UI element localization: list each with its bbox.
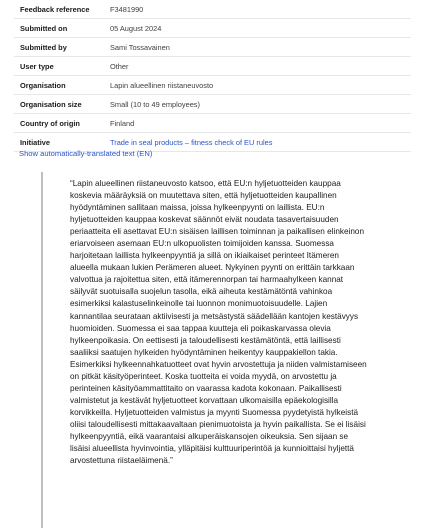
organisation-size-value: Small (10 to 49 employees) — [110, 95, 411, 114]
organisation-label: Organisation — [14, 76, 110, 95]
details-row-reference — [14, 0, 411, 19]
show-translated-text-link[interactable]: Show automatically-translated text (EN) — [19, 149, 153, 158]
details-row-country — [14, 114, 411, 133]
initiative-value — [110, 133, 411, 152]
submitted-on-value: 05 August 2024 — [110, 19, 411, 38]
country-value: Finland — [110, 114, 411, 133]
submitted-by-value: Sami Tossavainen — [110, 38, 411, 57]
user-type-label: User type — [14, 57, 110, 76]
submitted-on-label: Submitted on — [14, 19, 110, 38]
organisation-value: Lapin alueellinen riistaneuvosto — [110, 76, 411, 95]
details-row-user-type — [14, 57, 411, 76]
initiative-link[interactable]: Trade in seal products – fitness check of EU rules — [110, 137, 273, 147]
reference-value: F3481990 — [110, 0, 411, 19]
feedback-text: “Lapin alueellinen riistaneuvosto katsoo, että EU:n hyljetuotteiden kauppaa koskevia määräyksiä on muutettava siten, että hyljetuotteiden kaupallinen hyödyntäminen sallitaan maissa, joissa hylkeenpyynti on laillista. EU:n hyljetuotteiden kauppaa koskevat säännöt eivät noudata tasavertaisuuden periaatteita eli asettavat EU:n sisäisen laillisen toiminnan ja paikallisen elinkeinon eriarvoiseen asemaan EU:n ulkopuolisten toimijoiden kanssa. Suomessa harjoitetaan laillista hylkeenpyyntiä ja sillä on ikiaikaiset perinteet Itämeren alueella mukaan lukien Perämeren alueet. Nykyinen pyynti on erittäin tarkkaan valvottua ja rajoitettua siten, että itämerennorpan tai harmaahylkeen kannat säilyvät suotuisalla suojelun tasolla, eikä aiheuta kestämätöntä vahinkoa esimerkiksi kalastuselinkeinolle tai luonnon monimuotoisuudelle. Lajien kannantilaa seurataan aktiivisesti ja metsästystä säädellään kantojen kestävyys huomioiden. Suomessa ei saa tappaa kuutteja eli poikaskarvassa olevia hylkeenpoikasia. On eettisesti ja taloudellisesti kestämätöntä, että laillisesti saaliiksi saatujen hylkeiden hyödyntäminen heikentyy kauppakiellon takia. Esimerkiksi hylkeennahkatuotteet ovat hyvin arvostettuja ja niiden valmistamiseen on pitkät käsityöperinteet. Koska tuotteita ei voida myydä, on arvostettu ja perinteinen käsityöammattitaito on vaarassa kadota kokonaan. Paikallisesti valmistetut ja kestävät hyljetuotteet korvattaan ulkomaisilla epäekologisilla korvikkeilla. Hyljetuotteiden valmistus ja myynti Suomessa pyydetyistä hylkeistä oliisi taloudellisesti mittakaavaltaan pienimuotoista ja hyvin paikallista. Se ei lisäisi hylkeenpyyntiä, eikä vaarantaisi alkuperäiskansojen oikeuksia. Sen sijaan se lisäisi alueellista hyvinvointia, ylläpitäisi kulttuuriperintöä ja kunnioittaisi hyljettä arvostettuna riistaeläimenä.” — [70, 179, 367, 466]
details-row-organisation-size — [14, 95, 411, 114]
country-label: Country of origin — [14, 114, 110, 133]
details-row-submitted-on — [14, 19, 411, 38]
initiative-label: Initiative — [14, 133, 110, 152]
reference-label: Feedback reference — [14, 0, 110, 19]
details-row-submitted-by — [14, 38, 411, 57]
feedback-quote — [41, 172, 397, 528]
submitted-by-label: Submitted by — [14, 38, 110, 57]
details-row-organisation — [14, 76, 411, 95]
feedback-details-table — [14, 0, 411, 152]
user-type-value: Other — [110, 57, 411, 76]
organisation-size-label: Organisation size — [14, 95, 110, 114]
